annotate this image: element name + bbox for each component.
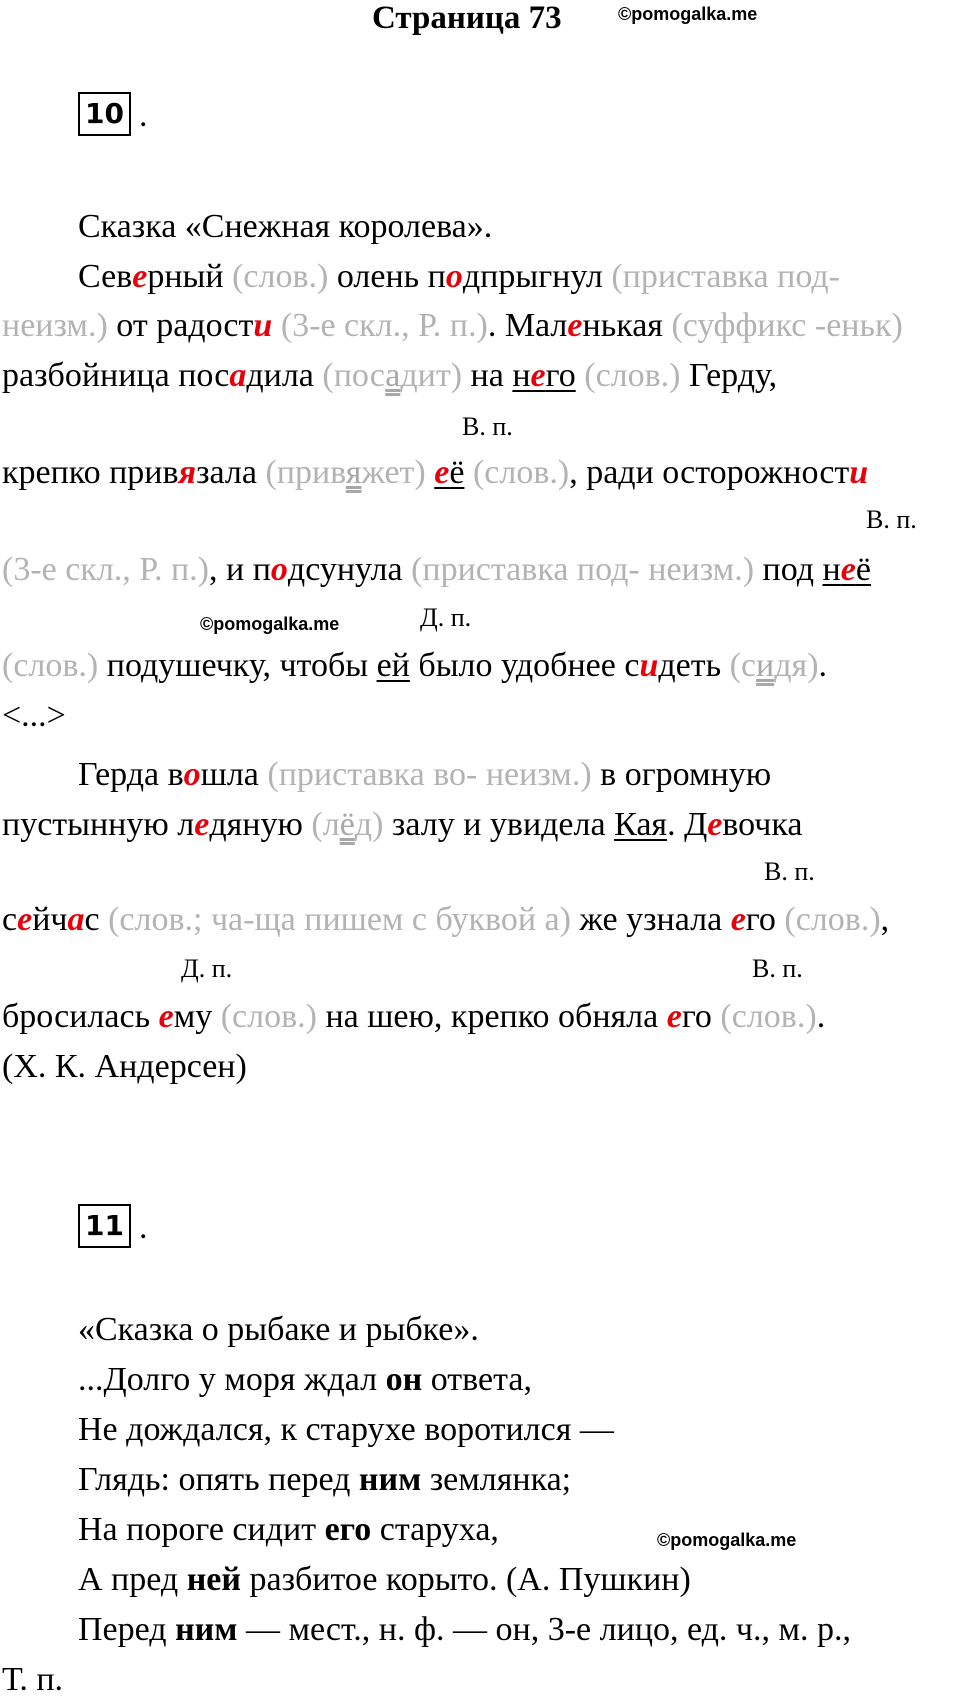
- analysis-line: Перед ним — мест., н. ф. — он, 3-е лицо, ед. ч., м. р.,: [78, 1611, 852, 1648]
- watermark: ©pomogalka.me: [200, 614, 340, 634]
- page-title: Страница 73: [372, 0, 562, 36]
- watermark: ©pomogalka.me: [657, 1530, 797, 1550]
- story-title: Сказка «Снежная королева».: [78, 208, 493, 245]
- text-line: крепко привязала (привяжет) её (слов.), ради осторожности: [2, 454, 869, 491]
- poem-line: Не дождался, к старухе воротился —: [78, 1411, 614, 1448]
- poem-line: На пороге сидит его старуха,: [78, 1511, 499, 1548]
- text-line: бросилась ему (слов.) на шею, крепко обняла его (слов.).: [2, 998, 826, 1035]
- task-number-dot: .: [139, 97, 148, 134]
- case-label: В. п.: [752, 954, 803, 983]
- text-line: (слов.) подушечку, чтобы ей было удобнее сидеть (сидя).: [2, 647, 828, 684]
- poem-line: Глядь: опять перед ним землянка;: [78, 1461, 572, 1498]
- case-label: Д. п.: [420, 603, 472, 632]
- case-label: В. п.: [764, 857, 815, 886]
- task-number-11: 11: [78, 1204, 131, 1248]
- poem-line: А пред ней разбитое корыто. (А. Пушкин): [78, 1561, 691, 1598]
- text-line: Северный (слов.) олень подпрыгнул (приставка под-: [78, 258, 840, 295]
- author-line: (Х. К. Андерсен): [2, 1048, 247, 1085]
- case-label: В. п.: [866, 505, 917, 534]
- ellipsis-line: <...>: [2, 697, 66, 734]
- text-line: (3-е скл., Р. п.), и подсунула (приставка под- неизм.) под неё: [2, 551, 871, 588]
- text-line: сейчас (слов.; ча-ща пишем с буквой а) же узнала его (слов.),: [2, 901, 890, 938]
- watermark: ©pomogalka.me: [618, 4, 758, 24]
- poem-line: ...Долго у моря ждал он ответа,: [78, 1361, 532, 1398]
- case-label: Д. п.: [181, 954, 233, 983]
- case-label: В. п.: [462, 412, 513, 441]
- text-line: разбойница посадила (посадит) на него (слов.) Герду,: [2, 357, 778, 394]
- text-line: неизм.) от радости (3-е скл., Р. п.). Маленькая (суффикс -еньк): [2, 307, 903, 344]
- task-number-10: 10: [78, 92, 131, 136]
- text-line: пустынную ледяную (лёд) залу и увидела Кая. Девочка: [2, 806, 803, 843]
- analysis-line: Т. п.: [2, 1661, 64, 1698]
- text-line: Герда вошла (приставка во- неизм.) в огромную: [78, 756, 772, 793]
- task-number-dot: .: [139, 1209, 148, 1246]
- story-title: «Сказка о рыбаке и рыбке».: [78, 1311, 479, 1348]
